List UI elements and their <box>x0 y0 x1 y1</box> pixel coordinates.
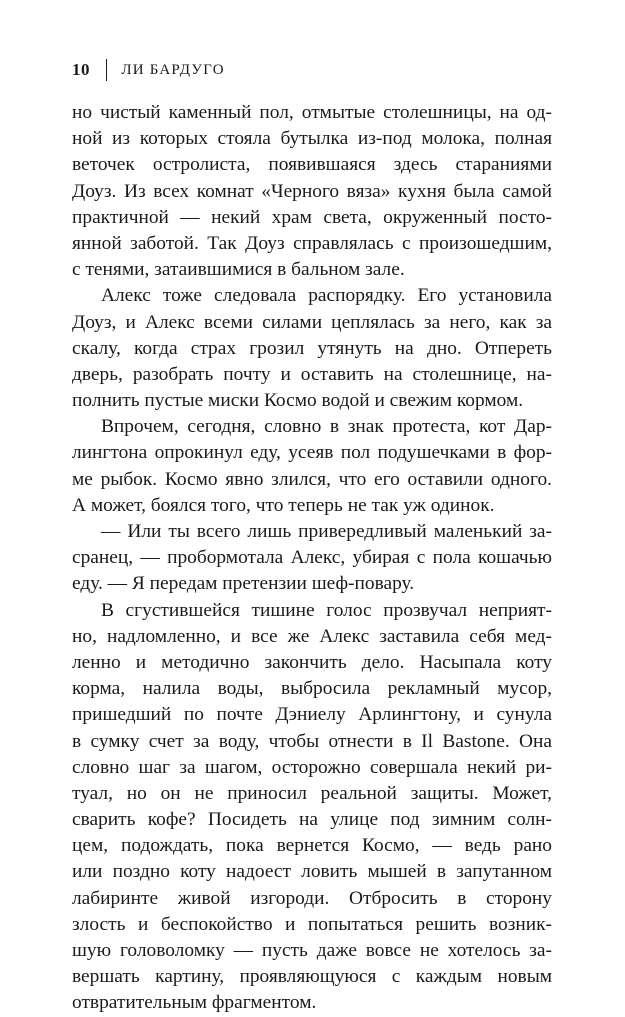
text-line: Доуз. Из всех комнат «Черного вяза» кухня была самой <box>72 180 552 202</box>
text-line: ме рыбок. Космо явно злился, что его оставили одного. <box>72 468 552 490</box>
text-line: веточек остролиста, появившаяся здесь стараниями <box>72 154 552 176</box>
text-line: отвратительным фрагментом. <box>72 992 317 1014</box>
author-name: ЛИ БАРДУГО <box>121 61 225 78</box>
paragraph <box>72 283 552 414</box>
paragraph <box>72 598 552 1017</box>
text-line: лингтона опрокинул еду, усеяв пол подушечками в фор- <box>72 442 552 464</box>
text-line: в сумку счет за воду, чтобы отнести в Il Bastone. Она <box>72 730 552 752</box>
text-line: цем, подождать, пока вернется Космо, — ведь рано <box>72 835 552 857</box>
text-line: ленно и методично закончить дело. Насыпала коту <box>72 651 552 673</box>
text-line: лабиринте живой изгороди. Отбросить в сторону <box>72 887 552 909</box>
text-line: сварить кофе? Посидеть на улице под зимним солн- <box>72 809 552 831</box>
text-line: еду. — Я передам претензии шеф-повару. <box>72 573 415 595</box>
paragraph <box>72 100 552 283</box>
text-line: шую головоломку — пусть даже вовсе не хотелось за- <box>72 940 552 961</box>
text-line: янной заботой. Так Доуз справлялась с произошедшим, <box>72 232 552 254</box>
text-line: ной из которых стояла бутылка из-под молока, полная <box>72 128 552 150</box>
paragraph <box>72 414 552 519</box>
text-line: дверь, разобрать почту и оставить на столешнице, на- <box>72 363 552 385</box>
text-line: полнить пустые миски Космо водой и свежим кормом. <box>72 390 524 412</box>
text-line: туал, но он не приносил реальной защиты. Может, <box>72 782 552 804</box>
text-line: словно шаг за шагом, осторожно совершала некий ри- <box>72 756 552 778</box>
page-number: 10 <box>72 60 90 79</box>
text-line: — Или ты всего лишь привередливый маленький за- <box>101 521 552 542</box>
text-line: практичной — некий храм света, окруженный посто- <box>72 206 552 228</box>
text-line: или поздно коту надоест ловить мышей в запутанном <box>72 861 552 883</box>
text-line: пришедший по почте Дэниелу Арлингтону, и сунула <box>72 704 552 726</box>
running-head <box>72 57 225 83</box>
text-line: корма, налила воды, выбросила рекламный мусор, <box>72 678 552 700</box>
text-line: но чистый каменный пол, отмытые столешницы, на од- <box>72 102 552 123</box>
text-line: Впрочем, сегодня, словно в знак протеста, кот Дар- <box>101 416 552 438</box>
text-line: сранец, — пробормотала Алекс, убирая с пола кошачью <box>72 547 552 569</box>
text-line: с тенями, затаившимися в бальном зале. <box>72 259 405 281</box>
body-text <box>72 100 552 1017</box>
text-line: В сгустившейся тишине голос прозвучал неприят- <box>101 599 552 621</box>
text-line: Доуз, и Алекс всеми силами цеплялась за него, как за <box>72 311 552 333</box>
header-divider <box>106 59 107 81</box>
text-line: скалу, когда страх грозил утянуть на дно. Отпереть <box>72 337 552 359</box>
text-line: вершать картину, проявляющуюся с каждым новым <box>72 966 552 988</box>
text-line: но, надломленно, и все же Алекс заставила себя мед- <box>72 625 552 647</box>
text-line: злость и беспокойство и попытаться решить возник- <box>72 913 552 935</box>
text-line: А может, боялся того, что теперь не так уж одинок. <box>72 494 495 516</box>
paragraph <box>72 519 552 598</box>
text-line: Алекс тоже следовала распорядку. Его установила <box>101 285 552 307</box>
